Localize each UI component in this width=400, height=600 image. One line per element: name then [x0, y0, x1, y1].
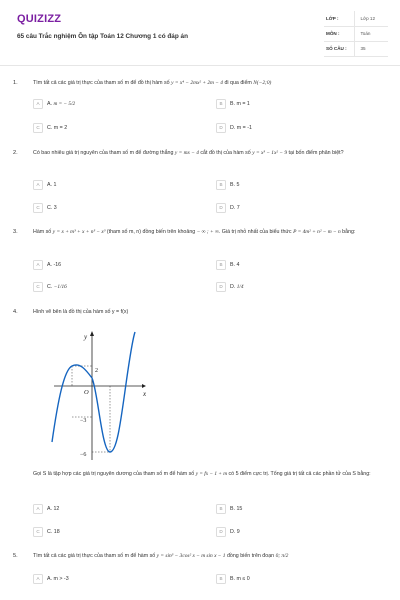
- option-a[interactable]: A A. 12: [33, 503, 59, 514]
- tick-label: −6: [80, 452, 87, 458]
- option-d[interactable]: D D. m = -1: [216, 122, 252, 133]
- meta-label: MÔN :: [324, 26, 354, 41]
- function-curve: [52, 332, 135, 452]
- question-text: Hình vẽ bên là đồ thị của hàm số y = f(x): [33, 309, 129, 315]
- option-letter: A: [33, 574, 43, 584]
- option-b[interactable]: B B. m = 1: [216, 98, 250, 109]
- x-axis-label: x: [143, 390, 147, 398]
- option-d[interactable]: D D. 1/4: [216, 281, 244, 292]
- tick-label: 2: [95, 368, 98, 374]
- option-c[interactable]: C C. 18: [33, 526, 60, 537]
- option-d[interactable]: D D. 7: [216, 202, 240, 213]
- option-letter: B: [216, 99, 226, 109]
- option-letter: A: [33, 260, 43, 270]
- option-letter: D: [216, 203, 226, 213]
- origin-label: O: [84, 389, 89, 396]
- option-a[interactable]: A A. m > -3: [33, 573, 69, 584]
- option-letter: B: [216, 180, 226, 190]
- y-axis-label: y: [84, 333, 88, 341]
- option-letter: C: [33, 203, 43, 213]
- meta-table: [324, 11, 388, 57]
- option-c[interactable]: C C. 3: [33, 202, 57, 213]
- question-number: 3.: [13, 229, 18, 235]
- page-header: [0, 0, 400, 66]
- option-letter: C: [33, 282, 43, 292]
- option-letter: A: [33, 504, 43, 514]
- y-axis-arrow-icon: [90, 331, 94, 336]
- quizizz-logo: QUIZIZZ: [17, 13, 62, 25]
- option-a[interactable]: A A. 1: [33, 179, 56, 190]
- option-letter: D: [216, 527, 226, 537]
- option-d[interactable]: D D. 9: [216, 526, 240, 537]
- question-text: Tìm tất cả các giá trị thực của tham số m để đồ thị hàm số y = x⁴ − 2mx² + 2m − 4 đi qua điểm N(−2;0): [33, 80, 272, 86]
- question-subtext: Gọi S là tập hợp các giá trị nguyên dương của tham số m để hàm số y = fx − 1 + m có 5 điểm cực trị. Tổng giá trị tất cả các phần tử của S bằng:: [33, 471, 371, 477]
- question-text: Có bao nhiêu giá trị nguyên của tham số m để đường thẳng y = mx − 4 cắt đồ thị của hàm số y = x³ − 1x² − 9 tại bốn điểm phân biệt?: [33, 150, 344, 156]
- question-text: Tìm tất cả các giá trị thực của tham số m để hàm số y = sin³ − 3cos² x − m sin x − 1 đồng biến trên đoạn 0; π/2: [33, 553, 289, 559]
- option-c[interactable]: C C. −1/16: [33, 281, 67, 292]
- option-letter: B: [216, 504, 226, 514]
- option-letter: B: [216, 260, 226, 270]
- option-b[interactable]: B B. 4: [216, 259, 239, 270]
- option-letter: C: [33, 123, 43, 133]
- option-b[interactable]: B B. m ≤ 0: [216, 573, 250, 584]
- option-letter: D: [216, 282, 226, 292]
- option-b[interactable]: B B. 15: [216, 503, 242, 514]
- option-a[interactable]: A A. m = − 5/2: [33, 98, 75, 109]
- option-a[interactable]: A A. -16: [33, 259, 61, 270]
- meta-row-count: [324, 41, 388, 56]
- question-number: 2.: [13, 150, 18, 156]
- document-title: 65 câu Trắc nghiệm Ôn tập Toán 12 Chương 1 có đáp án: [17, 33, 188, 40]
- option-letter: B: [216, 574, 226, 584]
- x-axis-arrow-icon: [142, 384, 146, 388]
- meta-row-subject: [324, 26, 388, 41]
- question-number: 5.: [13, 553, 18, 559]
- option-letter: A: [33, 99, 43, 109]
- function-graph: [50, 330, 160, 465]
- meta-label: SỐ CÂU :: [324, 41, 354, 56]
- question-text: Hàm số y = x + m³ + x + n³ − x³ (tham số m, n) đồng biến trên khoảng − ∞ ; + ∞. Giá trị nhỏ nhất của biểu thức P = 4m² + n² − m − n bằng:: [33, 229, 356, 235]
- meta-label: LỚP :: [324, 11, 354, 26]
- meta-value: 35: [354, 41, 388, 56]
- meta-value: Toán: [354, 26, 388, 41]
- meta-value: Lớp 12: [354, 11, 388, 26]
- question-number: 4.: [13, 309, 18, 315]
- tick-label: −3: [80, 418, 87, 424]
- option-c[interactable]: C C. m = 2: [33, 122, 67, 133]
- meta-row-class: [324, 11, 388, 26]
- option-letter: A: [33, 180, 43, 190]
- option-letter: C: [33, 527, 43, 537]
- option-letter: D: [216, 123, 226, 133]
- question-number: 1.: [13, 80, 18, 86]
- option-b[interactable]: B B. 5: [216, 179, 239, 190]
